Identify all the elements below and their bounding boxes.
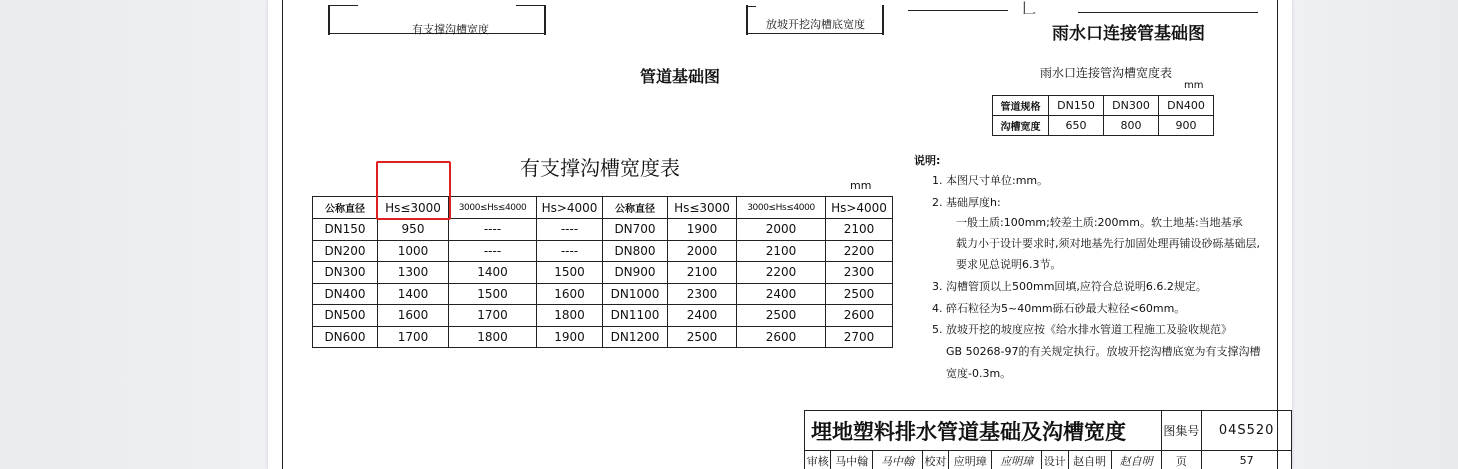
width-cell: 2600: [826, 305, 893, 327]
diameter-cell: DN1200: [603, 326, 668, 348]
width-cell: 1400: [449, 262, 537, 284]
rain-spec: DN400: [1159, 96, 1214, 116]
note-line: 宽度-0.3m。: [946, 367, 1012, 380]
rain-table-width-row: [993, 116, 1214, 136]
rain-spec: DN150: [1049, 96, 1104, 116]
width-cell: 2000: [668, 240, 737, 262]
diameter-cell: DN1100: [603, 305, 668, 327]
diameter-cell: DN700: [603, 219, 668, 241]
width-cell: 1800: [537, 305, 603, 327]
highlight-box: [376, 161, 451, 220]
header-cell: Hs>4000: [537, 197, 603, 219]
diameter-cell: DN300: [313, 262, 378, 284]
header-cell: 3000≤Hs≤4000: [449, 197, 537, 219]
width-cell: 1600: [537, 283, 603, 305]
header-cell: Hs≤3000: [378, 197, 449, 219]
width-cell: 2000: [737, 219, 826, 241]
width-cell: 1600: [378, 305, 449, 327]
diameter-cell: DN900: [603, 262, 668, 284]
note-line: 一般土质:100mm;较差土质:200mm。软土地基:当地基承: [956, 216, 1243, 229]
width-cell: 2500: [737, 305, 826, 327]
rain-spec: DN300: [1104, 96, 1159, 116]
width-cell: 1500: [449, 283, 537, 305]
title-block-set-number: 04S520: [1202, 411, 1292, 451]
note-line: 5. 放坡开挖的坡度应按《给水排水管道工程施工及验收规范》: [932, 323, 1232, 336]
width-cell: 2500: [668, 326, 737, 348]
width-cell: 2100: [826, 219, 893, 241]
width-cell: 1700: [378, 326, 449, 348]
width-cell: ----: [449, 219, 537, 241]
main-table-row: [313, 283, 893, 305]
width-cell: ----: [537, 219, 603, 241]
width-cell: 2500: [826, 283, 893, 305]
note-line: 要求见总说明6.3节。: [956, 258, 1062, 271]
title-block-sign-row: [805, 451, 1292, 469]
diameter-cell: DN500: [313, 305, 378, 327]
header-cell: 公称直径: [603, 197, 668, 219]
width-cell: 2300: [826, 262, 893, 284]
open-width-label: 放坡开挖沟槽底宽度: [766, 18, 865, 31]
width-cell: 1900: [668, 219, 737, 241]
title-block-set-label: 图集号: [1161, 411, 1202, 451]
diameter-cell: DN1000: [603, 283, 668, 305]
width-cell: ----: [449, 240, 537, 262]
header-cell: 公称直径: [313, 197, 378, 219]
small-mark: 𠃊: [1022, 1, 1036, 17]
drawing-sheet: [268, 0, 1292, 469]
rain-width: 650: [1049, 116, 1104, 136]
width-cell: 1500: [537, 262, 603, 284]
page-number: 57: [1202, 451, 1292, 469]
rain-conn-title: 雨水口连接管基础图: [1052, 24, 1205, 44]
viewer-background-left: [0, 0, 268, 469]
width-cell: 1300: [378, 262, 449, 284]
viewer-background-right: [1292, 0, 1458, 469]
reviewer-name: 马中翰: [831, 451, 873, 469]
header-cell: Hs≤3000: [668, 197, 737, 219]
rain-row-label: 沟槽宽度: [993, 116, 1049, 136]
rain-table-unit: mm: [1184, 80, 1204, 91]
page-label: 页: [1161, 451, 1202, 469]
check-label: 校对: [922, 451, 948, 469]
title-block-main-row: [805, 411, 1292, 451]
design-label: 设计: [1042, 451, 1068, 469]
main-table-unit: mm: [850, 179, 872, 192]
reviewer-signature: 马中翰: [872, 451, 922, 469]
width-cell: 2100: [737, 240, 826, 262]
width-cell: 1400: [378, 283, 449, 305]
main-table-row: [313, 240, 893, 262]
header-cell: Hs>4000: [826, 197, 893, 219]
main-table-row: [313, 219, 893, 241]
diameter-cell: DN400: [313, 283, 378, 305]
main-table-title: 有支撑沟槽宽度表: [520, 156, 680, 180]
review-label: 审核: [805, 451, 831, 469]
width-cell: 2600: [737, 326, 826, 348]
title-block: [804, 410, 1292, 469]
diameter-cell: DN800: [603, 240, 668, 262]
rain-table-header-row: [993, 96, 1214, 116]
width-cell: 2300: [668, 283, 737, 305]
main-table-row: [313, 262, 893, 284]
designer-name: 赵自明: [1068, 451, 1111, 469]
diameter-cell: DN200: [313, 240, 378, 262]
width-cell: 1800: [449, 326, 537, 348]
title-block-title: 埋地塑料排水管道基础及沟槽宽度: [805, 411, 1162, 451]
rain-table-title: 雨水口连接管沟槽宽度表: [1040, 66, 1173, 80]
note-line: 2. 基础厚度h:: [932, 196, 1001, 209]
diameter-cell: DN150: [313, 219, 378, 241]
note-line: 4. 碎石粒径为5~40mm砾石砂最大粒径<60mm。: [932, 302, 1186, 315]
note-line: 1. 本图尺寸单位:mm。: [932, 174, 1049, 187]
pipe-base-title: 管道基础图: [640, 67, 721, 86]
checker-name: 应明璋: [949, 451, 992, 469]
width-cell: 2100: [668, 262, 737, 284]
designer-signature: 赵自明: [1111, 451, 1161, 469]
note-line: GB 50268-97的有关规定执行。放坡开挖沟槽底宽为有支撑沟槽: [946, 345, 1261, 358]
note-line: 3. 沟槽管顶以上500mm回填,应符合总说明6.6.2规定。: [932, 280, 1207, 293]
diameter-cell: DN600: [313, 326, 378, 348]
width-cell: 2400: [668, 305, 737, 327]
width-cell: 950: [378, 219, 449, 241]
width-cell: 2200: [737, 262, 826, 284]
rain-header-label: 管道规格: [993, 96, 1049, 116]
width-cell: 1700: [449, 305, 537, 327]
width-cell: 2400: [737, 283, 826, 305]
width-cell: 1900: [537, 326, 603, 348]
header-cell: 3000≤Hs≤4000: [737, 197, 826, 219]
width-cell: 2200: [826, 240, 893, 262]
main-table-row: [313, 326, 893, 348]
notes-heading: 说明:: [914, 154, 941, 167]
main-table-row: [313, 305, 893, 327]
rain-width: 800: [1104, 116, 1159, 136]
support-width-label: 有支撑沟槽宽度: [412, 23, 489, 36]
checker-signature: 应明璋: [992, 451, 1042, 469]
rain-width: 900: [1159, 116, 1214, 136]
width-cell: ----: [537, 240, 603, 262]
note-line: 载力小于设计要求时,须对地基先行加固处理再铺设砂砾基础层,: [956, 237, 1260, 250]
width-cell: 2700: [826, 326, 893, 348]
width-cell: 1000: [378, 240, 449, 262]
rain-table: [992, 95, 1214, 136]
